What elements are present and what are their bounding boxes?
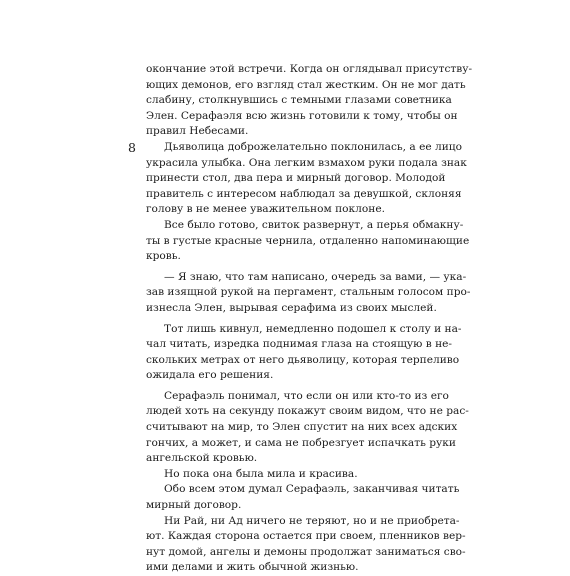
paragraph — [146, 218, 470, 265]
text-line: украсила улыбка. Она легким взмахом руки подала знак — [146, 156, 467, 169]
paragraph — [146, 322, 462, 384]
paragraph — [146, 270, 471, 317]
paragraph — [146, 467, 430, 483]
text-line: зав изящной рукой на пергамент, стальным голосом про- — [146, 286, 471, 299]
text-line: изнесла Элен, вырывая серафима из своих мыслей. — [146, 301, 437, 314]
text-line: ты в густые красные чернила, отдаленно напоминающие — [146, 234, 470, 247]
text-line: — Я знаю, что там написано, очередь за вами, — ука- — [164, 270, 467, 283]
text-line: ющих демонов, его взгляд стал жестким. Он не мог дать — [146, 78, 466, 91]
text-line: ожидала его решения. — [146, 369, 274, 382]
text-line: Ни Рай, ни Ад ничего не теряют, но и не приобрета- — [164, 514, 460, 527]
text-line: Дьяволица доброжелательно поклонилась, а ее лицо — [164, 140, 462, 153]
text-line: принести стол, два пера и мирный договор. Молодой — [146, 172, 446, 185]
text-line: Тот лишь кивнул, немедленно подошел к столу и на- — [164, 322, 462, 335]
page-number: 8 — [128, 140, 136, 155]
text-line: ими делами и жить обычной жизнью. — [146, 561, 359, 574]
text-line: ангельской кровью. — [146, 452, 258, 465]
paragraph — [146, 62, 473, 140]
text-line: нут домой, ангелы и демоны продолжат заниматься сво- — [146, 545, 466, 558]
paragraph — [146, 140, 467, 218]
text-line: Серафаэль понимал, что если он или кто-то из его — [164, 389, 449, 402]
text-line: ют. Каждая сторона остается при своем, пленников вер- — [146, 530, 466, 543]
body-text — [146, 62, 473, 576]
text-line: Обо всем этом думал Серафаэль, заканчивая читать — [164, 483, 460, 496]
text-line: гончих, а может, и сама не побрезгует испачкать руки — [146, 436, 456, 449]
text-line: кровь. — [146, 250, 181, 263]
text-line: Но пока она была мила и красива. — [164, 467, 358, 480]
text-line: Элен. Серафаэля всю жизнь готовили к тому, чтобы он — [146, 109, 458, 122]
text-line: людей хоть на секунду покажут своим видом, что не рас- — [146, 405, 469, 418]
text-line: правил Небесами. — [146, 125, 249, 138]
text-line: скольких метрах от него дьяволицу, которая терпеливо — [146, 353, 460, 366]
paragraph — [146, 514, 466, 576]
text-line: окончание этой встречи. Когда он оглядывал присутству- — [146, 63, 473, 75]
text-line: правитель с интересом наблюдал за девушкой, склоняя — [146, 187, 462, 200]
paragraph — [146, 482, 460, 513]
text-line: слабину, столкнувшись с темными глазами советника — [146, 94, 452, 107]
paragraph — [146, 389, 469, 467]
text-line: голову в не менее уважительном поклоне. — [146, 203, 385, 216]
text-line: мирный договор. — [146, 499, 242, 512]
text-line: чал читать, изредка поднимая глаза на стоящую в не- — [146, 338, 452, 351]
text-line: считывают на мир, то Элен спустит на них всех адских — [146, 421, 458, 434]
text-line: Все было готово, свиток развернут, а перья обмакну- — [164, 218, 464, 231]
